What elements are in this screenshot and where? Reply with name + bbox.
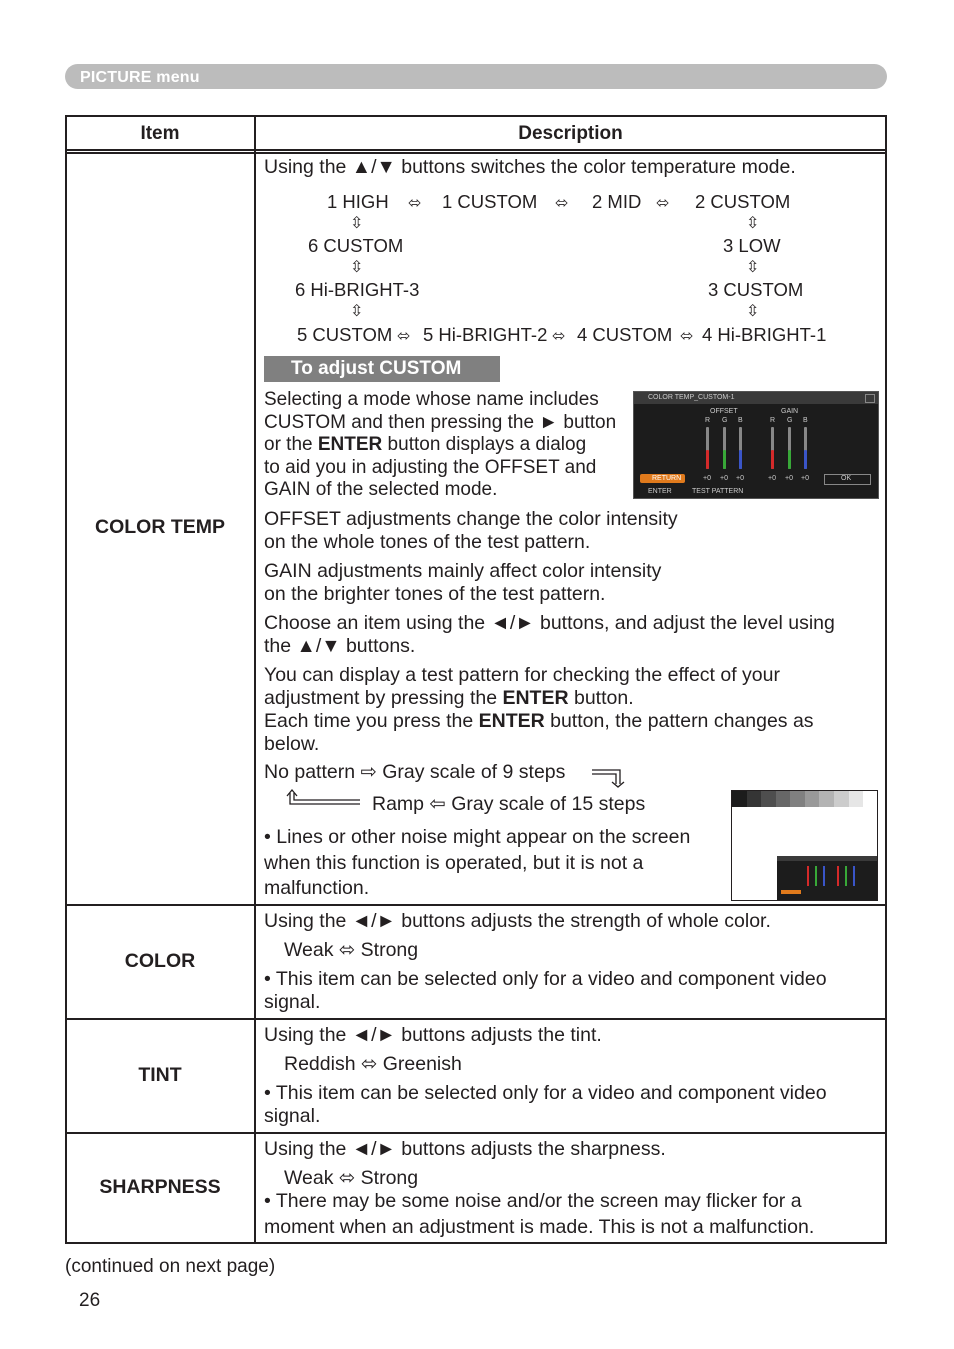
section-banner [65,64,887,89]
mini-bar [823,866,825,886]
text-run: button, the pattern changes as [544,710,814,732]
vertical-arrow-icon: ⇳ [746,303,760,320]
vertical-arrow-icon: ⇳ [350,259,364,276]
double-arrow-icon: ⬄ [656,195,670,212]
tint-range: Reddish ⬄ Greenish [284,1053,462,1075]
dialog-offset-label: OFFSET [710,408,738,415]
color-line1: Using the ◄/► buttons adjusts the strength of whole color. [264,910,771,932]
double-arrow-icon: ⬄ [552,328,566,345]
text-line [264,710,814,733]
custom-subheading-text: To adjust CUSTOM [291,358,462,379]
vertical-arrow-icon: ⇳ [350,215,364,232]
mode-4-hi-bright-1: 4 Hi-BRIGHT-1 [702,324,827,345]
table-border [65,1132,887,1134]
dialog-r-label: R [705,417,711,424]
gain-description [264,560,661,606]
gray-step [790,791,805,807]
text-line: OFFSET adjustments change the color intensity [264,508,678,530]
mini-return-button [781,890,801,894]
header-description: Description [518,123,623,144]
sharpness-range: Weak ⬄ Strong [284,1167,419,1189]
dialog-value: +0 [703,475,711,482]
text-line: • This item can be selected only for a video and component video [264,968,827,990]
dialog-value: +0 [736,475,744,482]
text-line: to aid you in adjusting the OFFSET and [264,456,597,478]
pattern-down-arrow-icon [590,766,630,788]
gray-step [819,791,834,807]
gray-scale-strip [732,791,863,807]
text-line: • There may be some noise and/or the screen may flicker for a [264,1190,802,1212]
dialog-ok-label: OK [841,475,852,482]
double-arrow-icon: ⬄ [408,195,422,212]
banner-title: PICTURE menu [80,69,200,86]
text-line: GAIN of the selected mode. [264,479,498,500]
text-line: Choose an item using the ◄/► buttons, and adjust the level using [264,612,835,634]
gray-step [732,791,747,807]
mini-bar [815,866,817,886]
offset-description [264,508,678,554]
enter-key-label: ENTER [478,710,545,732]
mode-2-custom: 2 CUSTOM [695,191,791,212]
item-tint: TINT [138,1064,182,1086]
dialog-title: COLOR TEMP_CUSTOM-1 [648,394,735,401]
table-border [254,115,256,1244]
pattern-sequence-line1: No pattern ⇨ Gray scale of 9 steps [264,761,566,783]
dialog-g-label: G [722,417,728,424]
dialog-g-label: G [787,417,793,424]
page-number: 26 [79,1290,101,1311]
double-arrow-icon: ⬄ [397,328,411,345]
dialog-b-label: B [738,417,743,424]
dialog-value: +0 [720,475,728,482]
close-icon [865,394,875,403]
color-temp-intro: Using the ▲/▼ buttons switches the color temperature mode. [264,156,796,178]
dialog-test-pattern-label: TEST PATTERN [692,488,744,495]
text-line: Selecting a mode whose name includes [264,389,599,410]
gray-step [834,791,849,807]
text-line: • Lines or other noise might appear on the screen [264,826,691,848]
text-line: • This item can be selected only for a video and component video [264,1082,827,1104]
pattern-return-arrow-icon [284,788,364,808]
custom-dialog-screenshot [633,391,879,499]
gain-b-fill [804,450,807,469]
gain-g-fill [788,450,791,469]
tint-line1: Using the ◄/► buttons adjusts the tint. [264,1024,602,1046]
text-line: the ▲/▼ buttons. [264,635,416,657]
text-line: signal. [264,991,321,1013]
test-pattern-image [731,790,878,901]
dialog-enter-label: ENTER [648,488,672,495]
vertical-arrow-icon: ⇳ [350,303,364,320]
gray-step [849,791,864,807]
mode-3-low: 3 LOW [723,235,781,256]
table-border [65,152,887,154]
table-border [65,1242,887,1244]
dialog-return-label: RETURN [652,475,682,482]
table-border [65,149,887,151]
mode-4-custom: 4 CUSTOM [577,324,673,345]
table-border [65,115,887,117]
gray-step [776,791,791,807]
mode-2-mid: 2 MID [592,191,642,212]
text-line: when this function is operated, but it is not a [264,851,644,874]
offset-r-fill [706,450,709,469]
text-line [264,434,616,457]
text-run: Each time you press the [264,710,479,732]
mini-dialog-title-bar [777,856,877,861]
mini-bar [837,866,839,886]
text-line: GAIN adjustments mainly affect color intensity [264,560,662,582]
text-run: adjustment by pressing the [264,687,503,709]
text-line: You can display a test pattern for checking the effect of your [264,664,780,686]
pattern-sequence-line2: Ramp ⇦ Gray scale of 15 steps [372,793,646,815]
mini-bar [807,866,809,886]
dialog-r-label: R [770,417,776,424]
enter-key-label: ENTER [317,434,383,455]
text-line: malfunction. [264,877,370,899]
mode-3-custom: 3 CUSTOM [708,279,804,300]
text-line: signal. [264,1105,321,1127]
enter-key-label: ENTER [502,687,569,709]
continued-note: (continued on next page) [65,1256,276,1277]
custom-subheading [264,356,500,382]
choose-description [264,612,835,658]
table-border [885,115,887,1244]
mode-5-custom: 5 CUSTOM [297,324,393,345]
text-run: button displays a dialog [382,434,587,455]
table-border [65,1018,887,1020]
mode-1-custom: 1 CUSTOM [442,191,538,212]
dialog-value: +0 [785,475,793,482]
dialog-gain-label: GAIN [781,408,799,415]
sharpness-line1: Using the ◄/► buttons adjusts the sharpness. [264,1138,666,1160]
text-run: or the [264,434,318,455]
offset-g-fill [723,450,726,469]
item-color: COLOR [124,950,196,972]
gray-step [761,791,776,807]
custom-description [264,389,616,502]
text-line: below. [264,733,320,755]
item-sharpness: SHARPNESS [99,1176,221,1198]
dialog-value: +0 [768,475,776,482]
table-border [65,904,887,906]
sharpness-note [264,1189,814,1240]
mode-1-high: 1 HIGH [327,191,389,212]
text-line [264,687,814,710]
mode-6-hi-bright-3: 6 Hi-BRIGHT-3 [295,279,420,300]
mini-dialog [777,856,877,900]
text-run: button. [568,687,634,709]
header-item: Item [140,123,180,144]
test-pattern-description [264,664,814,756]
mini-bar [845,866,847,886]
double-arrow-icon: ⬄ [680,328,694,345]
mode-5-hi-bright-2: 5 Hi-BRIGHT-2 [423,324,548,345]
vertical-arrow-icon: ⇳ [746,215,760,232]
offset-b-fill [739,450,742,469]
tint-note [264,1082,827,1128]
gray-step [747,791,762,807]
text-line: moment when an adjustment is made. This is not a malfunction. [264,1215,815,1238]
dialog-value: +0 [801,475,809,482]
gray-step [805,791,820,807]
text-line: CUSTOM and then pressing the ► button [264,411,617,433]
color-note [264,968,827,1014]
dialog-b-label: B [803,417,808,424]
text-line: on the brighter tones of the test pattern. [264,583,606,605]
gain-r-fill [771,450,774,469]
mini-bar [853,866,855,886]
noise-note [264,825,690,902]
vertical-arrow-icon: ⇳ [746,259,760,276]
double-arrow-icon: ⬄ [555,195,569,212]
item-color-temp: COLOR TEMP [95,516,225,538]
text-line: on the whole tones of the test pattern. [264,531,591,553]
mode-6-custom: 6 CUSTOM [308,235,404,256]
color-range: Weak ⬄ Strong [284,939,419,961]
